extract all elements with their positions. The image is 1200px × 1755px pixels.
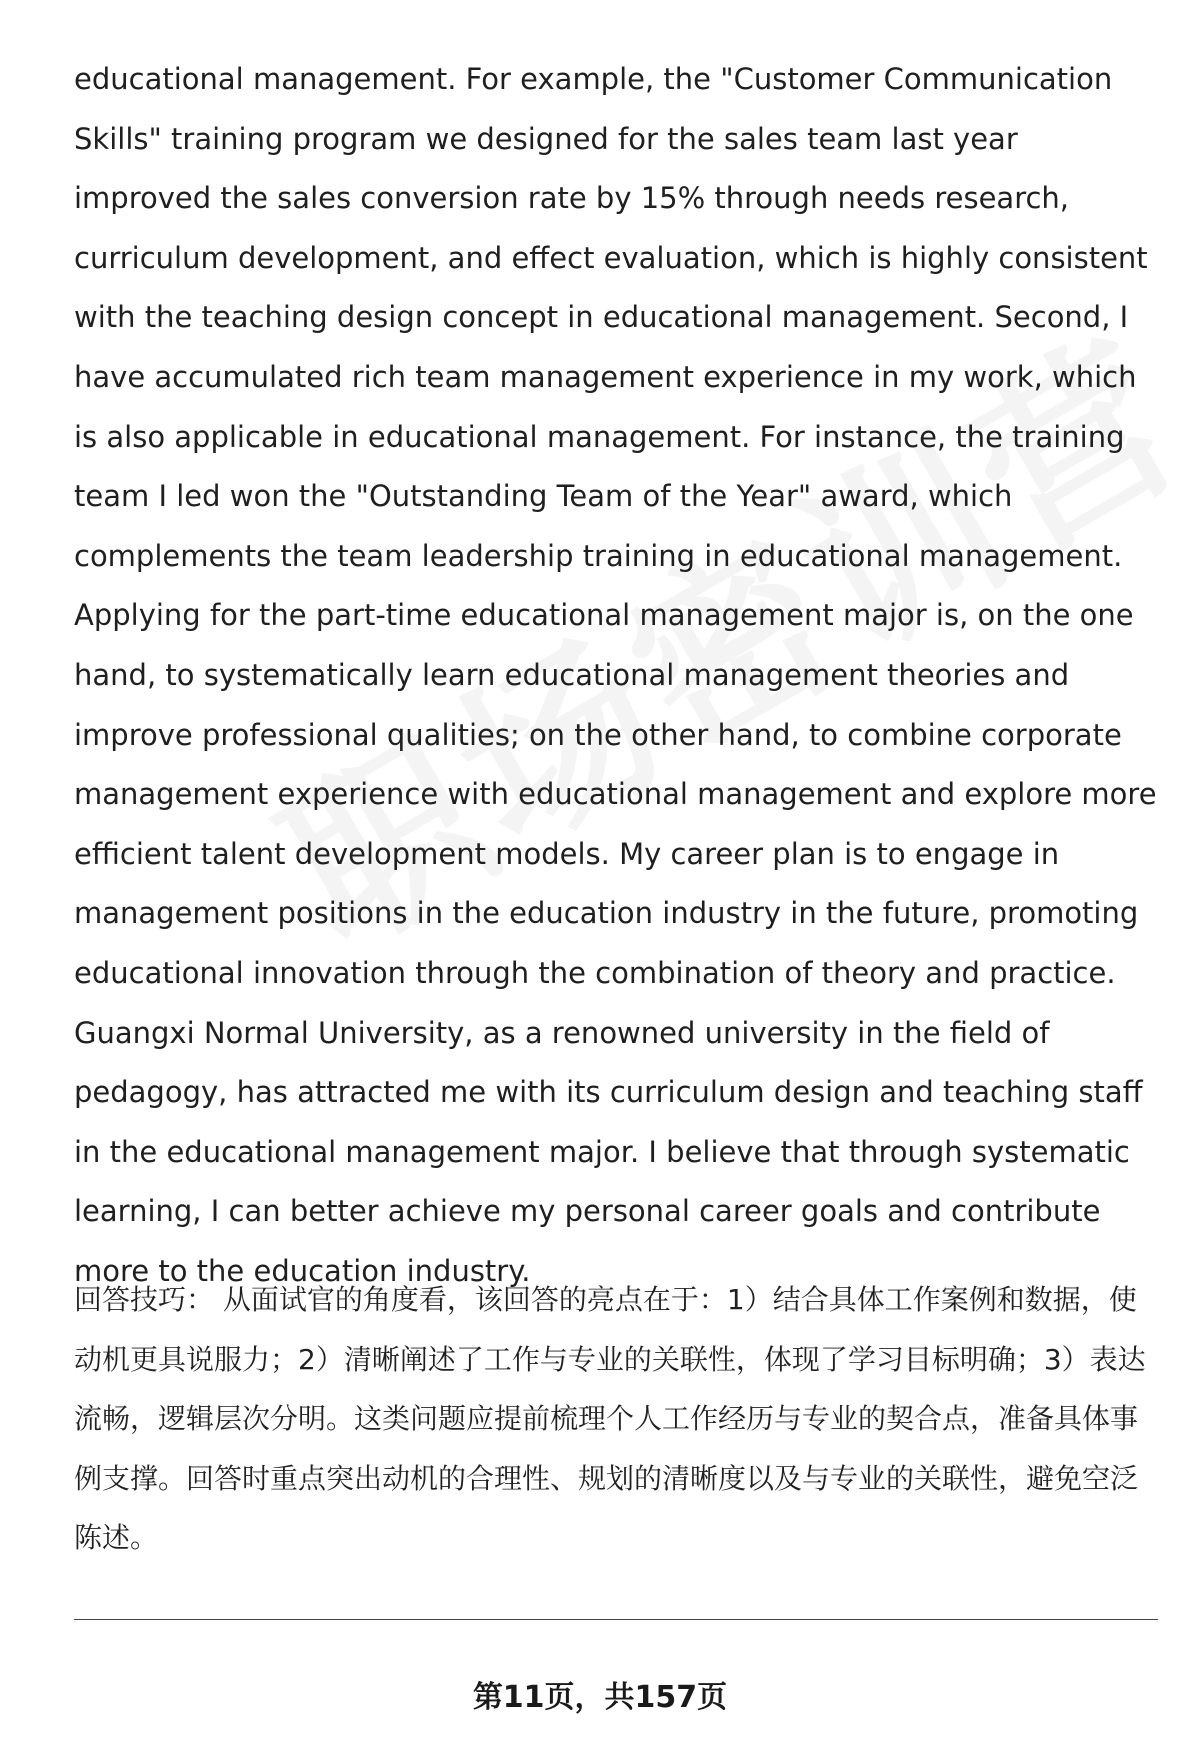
- tips-paragraph: [74, 1270, 1156, 1568]
- tips-text: 从面试官的角度看，该回答的亮点在于：1）结合具体工作案例和数据，使动机更具说服力；2）清晰阐述了工作与专业的关联性，体现了学习目标明确；3）表达流畅，逻辑层次分明。这类问题应提前梳理个人工作经历与专业的契合点，准备具体事例支撑。回答时重点突出动机的合理性、规划的清晰度以及与专业的关联性，避免空泛陈述。: [74, 1283, 1146, 1554]
- answer-paragraph: educational management. For example, the "Customer Communication Skills" training program we designed for the sales team last year improved the sales conversion rate by 15% through needs research, curriculum development, and effect evaluation, which is highly consistent with the teaching design concept in educational management. Second, I have accumulated rich team management experience in my work, which is also applicable in educational management. For instance, the training team I led won the "Outstanding Team of the Year" award, which complements the team leadership training in educational management. Applying for the part-time educational management major is, on the one hand, to systematically learn educational management theories and improve professional qualities; on the other hand, to combine corporate management experience with educational management and explore more efficient talent development models. My career plan is to engage in management positions in the education industry in the future, promoting educational innovation through the combination of theory and practice. Guangxi Normal University, as a renowned university in the field of pedagogy, has attracted me with its curriculum design and teaching staff in the educational management major. I believe that through systematic learning, I can better achieve my personal career goals and contribute more to the education industry.: [74, 62, 1157, 1288]
- footer-divider: [74, 1619, 1158, 1620]
- tips-label: 回答技巧：: [74, 1283, 215, 1316]
- page-indicator: 第11页，共157页: [472, 1680, 728, 1715]
- document-body: [74, 50, 1164, 1301]
